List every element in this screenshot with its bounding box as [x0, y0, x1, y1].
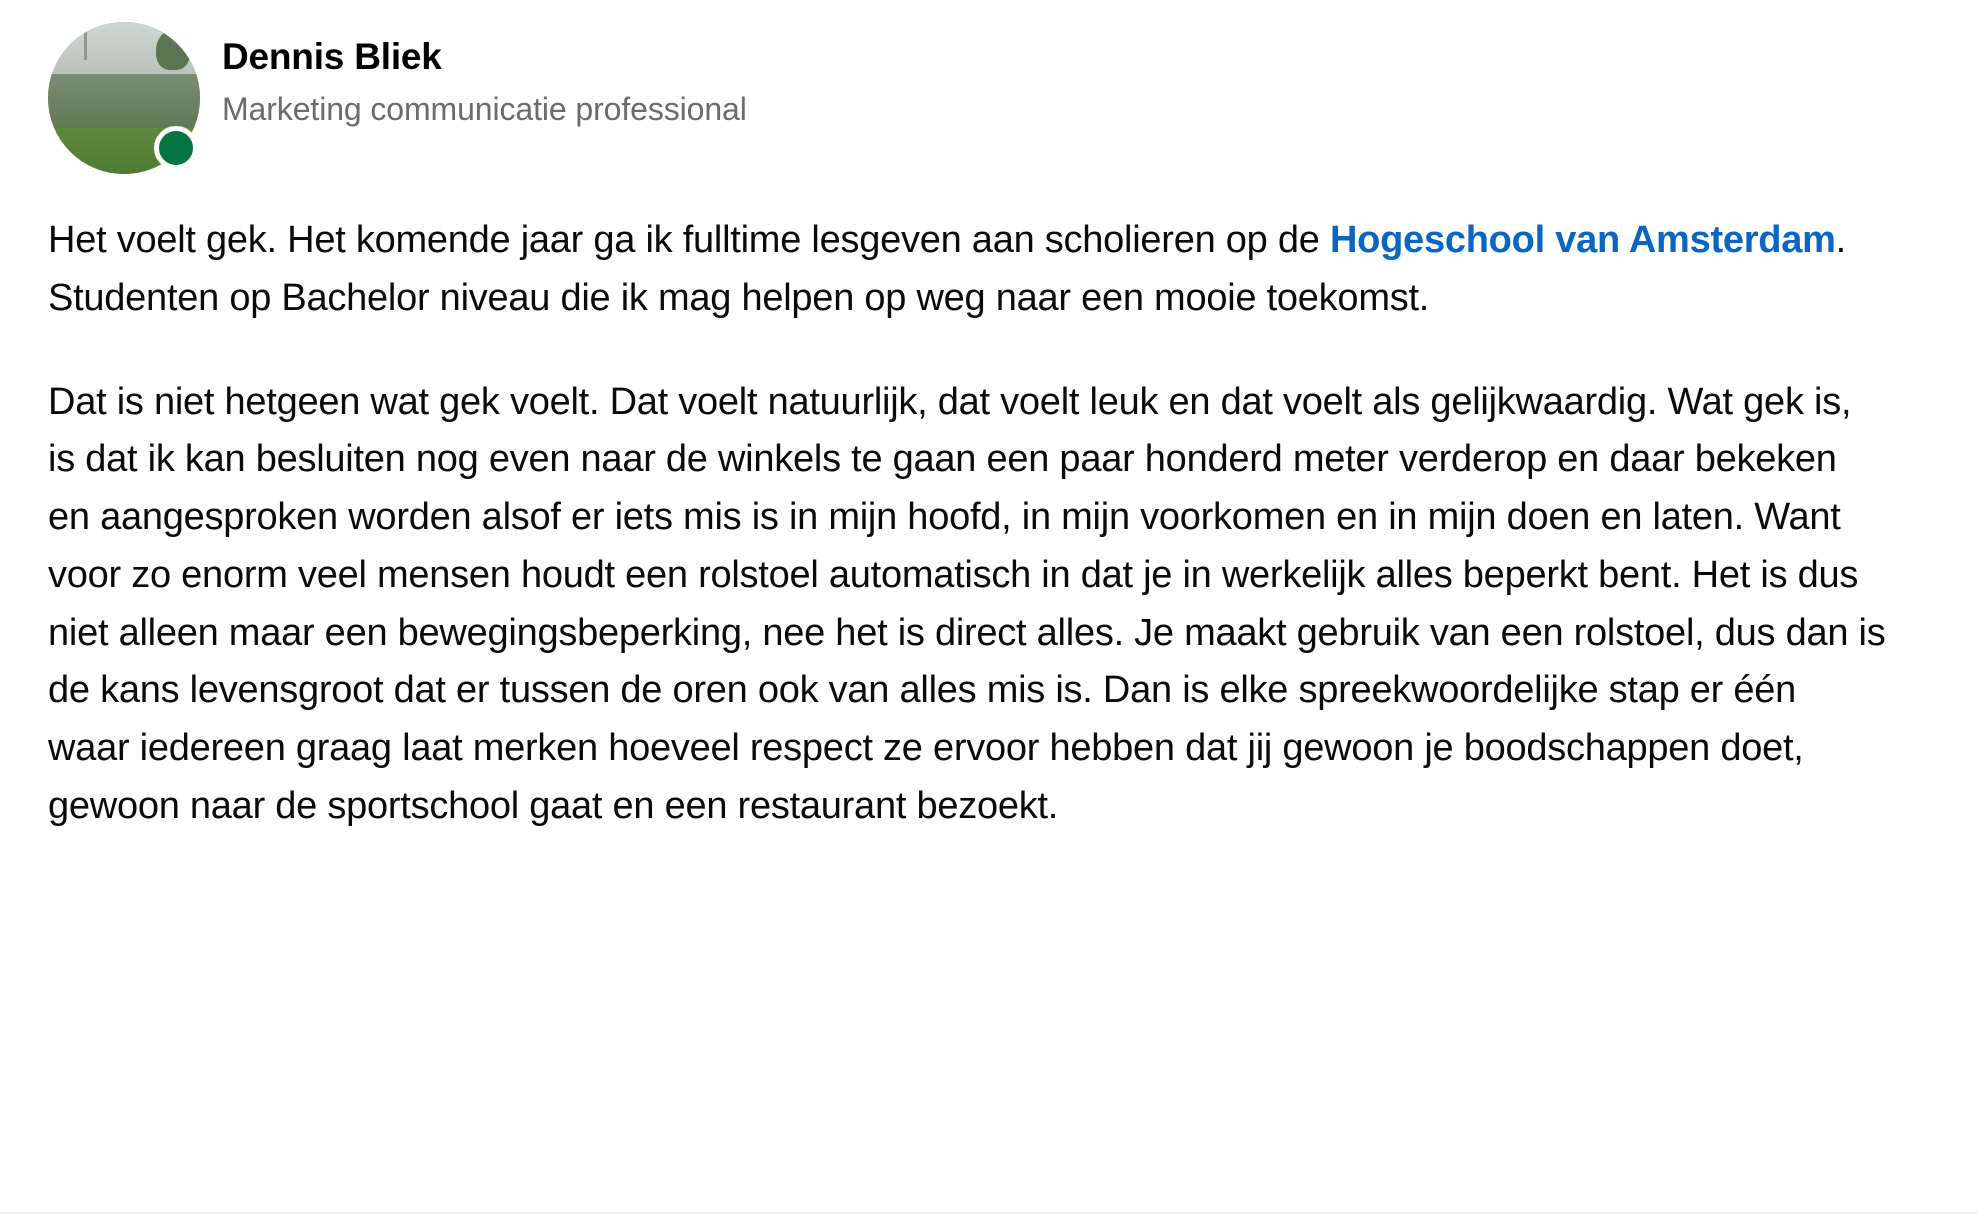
online-presence-icon [154, 126, 198, 170]
author-name[interactable]: Dennis Bliek [222, 36, 442, 77]
post-body [48, 212, 1886, 836]
post-paragraph-2: Dat is niet hetgeen wat gek voelt. Dat voelt natuurlijk, dat voelt leuk en dat voelt als gelijkwaardig. Wat gek is, is dat ik kan besluiten nog even naar de winkels te gaan een paar honderd meter verderop en daar bekeken en aangesproken worden alsof er iets mis is in mijn hoofd, in mijn voorkomen en in mijn doen en laten. Want voor zo enorm veel mensen houdt een rolstoel automatisch in dat je in werkelijk alles beperkt bent. Het is dus niet alleen maar een bewegingsbeperking, nee het is direct alles. Je maakt gebruik van een rolstoel, dus dan is de kans levensgroot dat er tussen de oren ook van alles mis is. Dan is elke spreekwoordelijke stap er één waar iedereen graag laat merken hoeveel respect ze ervoor hebben dat jij gewoon je boodschappen doet, gewoon naar de sportschool gaat en een restaurant bezoekt. [48, 380, 1886, 827]
avatar-pole [84, 26, 87, 60]
paragraph-1-text-after-link: . Studenten op Bachelor niveau die ik mag helpen op weg naar een mooie toekomst. [48, 219, 1846, 319]
avatar-people-row-back [48, 62, 200, 92]
post-paragraph-1 [48, 212, 1886, 328]
post-header [48, 22, 1886, 182]
hogeschool-van-amsterdam-link[interactable]: Hogeschool van Amsterdam [1329, 219, 1836, 261]
avatar[interactable] [48, 22, 200, 174]
paragraph-1-text-before-link: Het voelt gek. Het komende jaar ga ik fulltime lesgeven aan scholieren op de [48, 219, 1330, 261]
author-identity [222, 22, 747, 129]
author-headline: Marketing communicatie professional [222, 90, 747, 127]
page-gutter [1930, 0, 1978, 1214]
